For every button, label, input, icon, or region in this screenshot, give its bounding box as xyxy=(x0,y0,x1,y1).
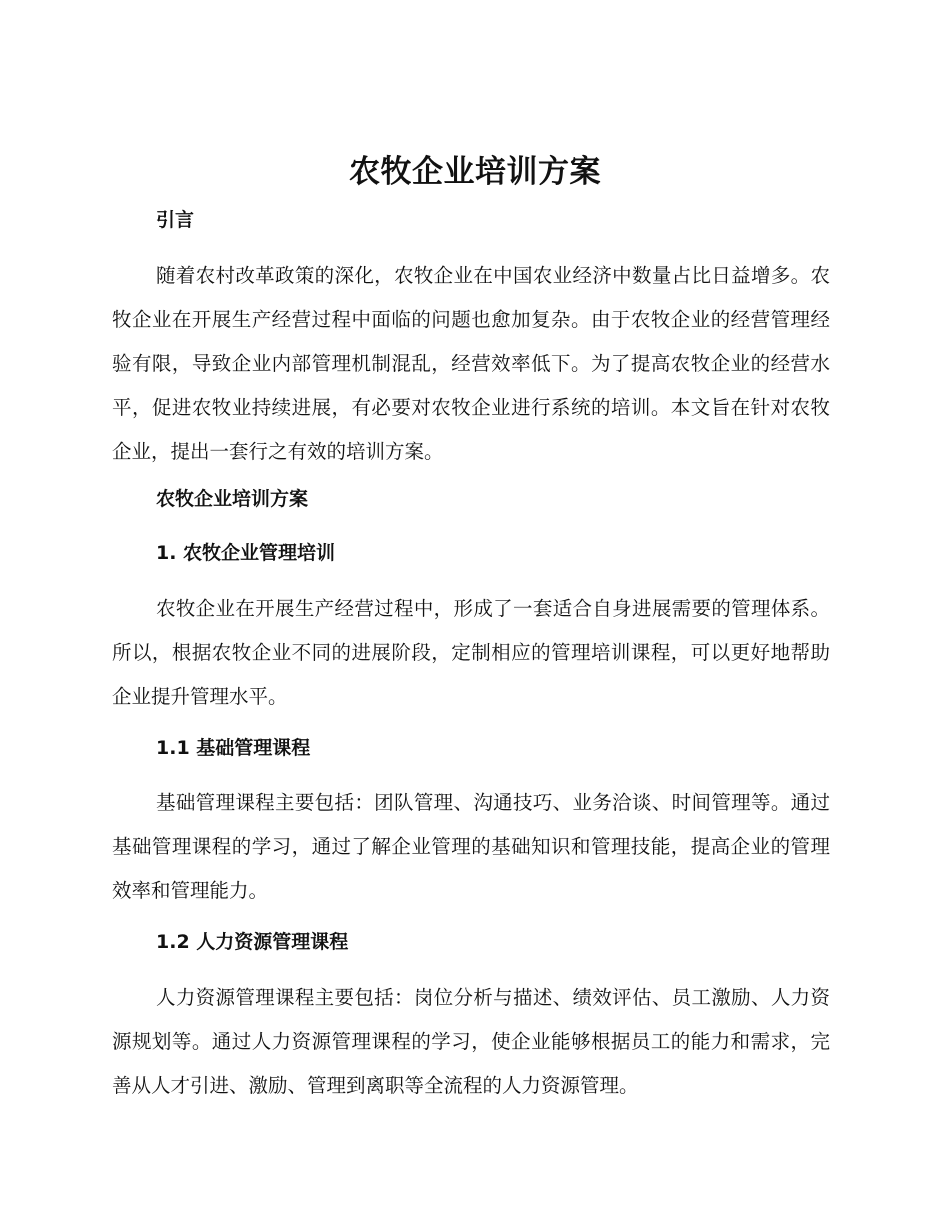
plan-heading: 农牧企业培训方案 xyxy=(156,488,309,510)
intro-paragraph: 随着农村改革政策的深化，农牧企业在中国农业经济中数量占比日益增多。农牧企业在开展生产经营过程中面临的问题也愈加复杂。由于农牧企业的经营管理经验有限，导致企业内部管理机制混乱，经营效率低下。为了提高农牧企业的经营水平，促进农牧业持续进展，有必要对农牧企业进行系统的培训。本文旨在针对农牧企业，提出一套行之有效的培训方案。 xyxy=(112,264,830,463)
section1-paragraph: 农牧企业在开展生产经营过程中，形成了一套适合自身进展需要的管理体系。所以，根据农牧企业不同的进展阶段，定制相应的管理培训课程，可以更好地帮助企业提升管理水平。 xyxy=(112,597,830,708)
section1-1-paragraph: 基础管理课程主要包括：团队管理、沟通技巧、业务洽谈、时间管理等。通过基础管理课程的学习，通过了解企业管理的基础知识和管理技能，提高企业的管理效率和管理能力。 xyxy=(112,791,830,902)
section1-2-heading: 1.2 人力资源管理课程 xyxy=(156,931,349,953)
section1-1-heading: 1.1 基础管理课程 xyxy=(156,737,311,759)
document-title: 农牧企业培训方案 xyxy=(349,154,601,190)
intro-heading: 引言 xyxy=(156,209,195,231)
section1-2-paragraph: 人力资源管理课程主要包括：岗位分析与描述、绩效评估、员工激励、人力资源规划等。通过人力资源管理课程的学习，使企业能够根据员工的能力和需求，完善从人才引进、激励、管理到离职等全流程的人力资源管理。 xyxy=(112,986,830,1097)
section1-heading: 1. 农牧企业管理培训 xyxy=(156,542,336,564)
